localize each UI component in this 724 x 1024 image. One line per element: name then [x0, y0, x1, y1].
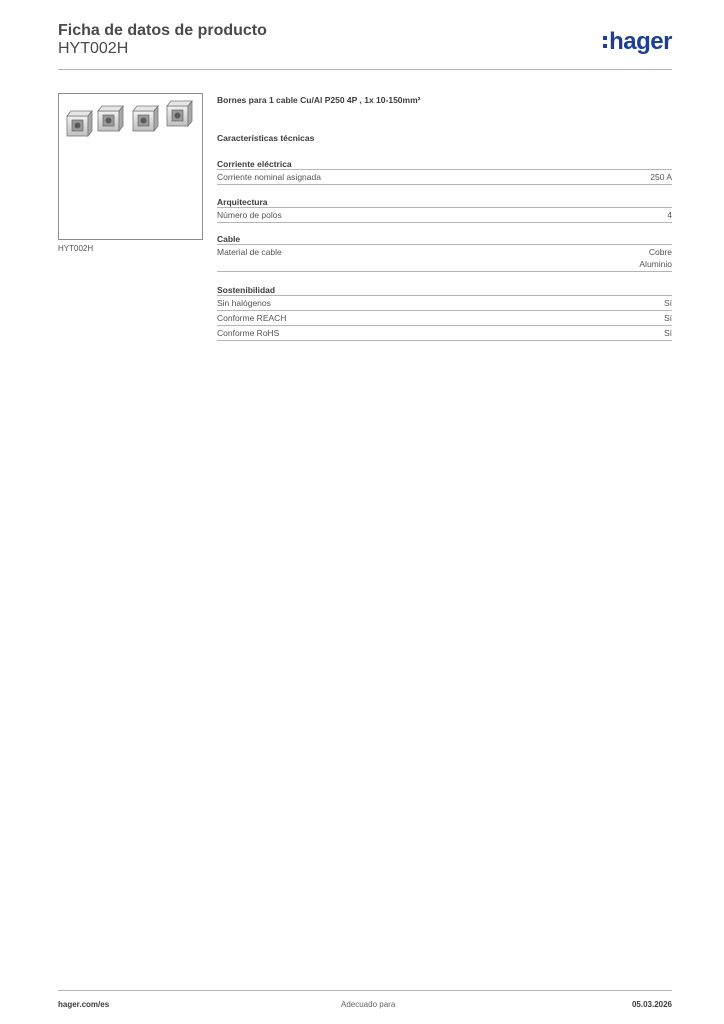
spec-label: Conforme REACH [217, 313, 287, 323]
spec-label: Número de polos [217, 210, 282, 220]
terminal-block-3 [133, 106, 158, 131]
spec-row [217, 326, 672, 341]
spec-group-current [217, 158, 672, 185]
spec-value: 4 [667, 210, 672, 220]
footer-note: Adecuado para [341, 1000, 396, 1009]
spec-row [217, 208, 672, 223]
image-caption: HYT002H [58, 244, 94, 253]
terminal-block-4 [167, 101, 192, 126]
spec-value: Sí [663, 313, 672, 323]
spec-label: Corriente nominal asignada [217, 172, 321, 182]
spec-content [217, 93, 672, 341]
page-footer [58, 990, 672, 1014]
spec-row [217, 245, 672, 272]
footer-date: 05.03.2026 [631, 1000, 672, 1009]
terminal-blocks-illustration [59, 94, 202, 239]
document-title: Ficha de datos de producto [58, 22, 267, 39]
page-header [58, 20, 672, 70]
spec-group-architecture [217, 196, 672, 223]
spec-label: Sin halógenos [217, 298, 271, 308]
logo-dots-icon [603, 36, 607, 48]
group-title: Cable [217, 233, 672, 245]
product-name: Bornes para 1 cable Cu/Al P250 4P , 1x 10-150mm² [217, 95, 421, 105]
group-title: Corriente eléctrica [217, 158, 672, 170]
spec-value: Sí [663, 328, 672, 338]
spec-group-cable [217, 233, 672, 272]
spec-row [217, 296, 672, 311]
terminal-block-1 [67, 111, 92, 136]
terminal-block-2 [98, 106, 123, 131]
spec-label: Material de cable [217, 247, 282, 257]
logo-wordmark: hager [609, 28, 672, 55]
spec-group-sustainability [217, 284, 672, 341]
hager-logo [603, 29, 672, 55]
section-heading: Características técnicas [217, 133, 315, 143]
product-reference: HYT002H [58, 40, 129, 57]
group-title: Sostenibilidad [217, 284, 672, 296]
spec-row [217, 311, 672, 326]
spec-value: Sí [663, 298, 672, 308]
group-title: Arquitectura [217, 196, 672, 208]
product-image [58, 93, 203, 240]
spec-value: 250 A [650, 172, 672, 182]
spec-row [217, 170, 672, 185]
footer-website-link[interactable]: hager.com/es [58, 1000, 110, 1009]
spec-label: Conforme RoHS [217, 328, 280, 338]
spec-value: Cobre Aluminio [639, 247, 672, 269]
